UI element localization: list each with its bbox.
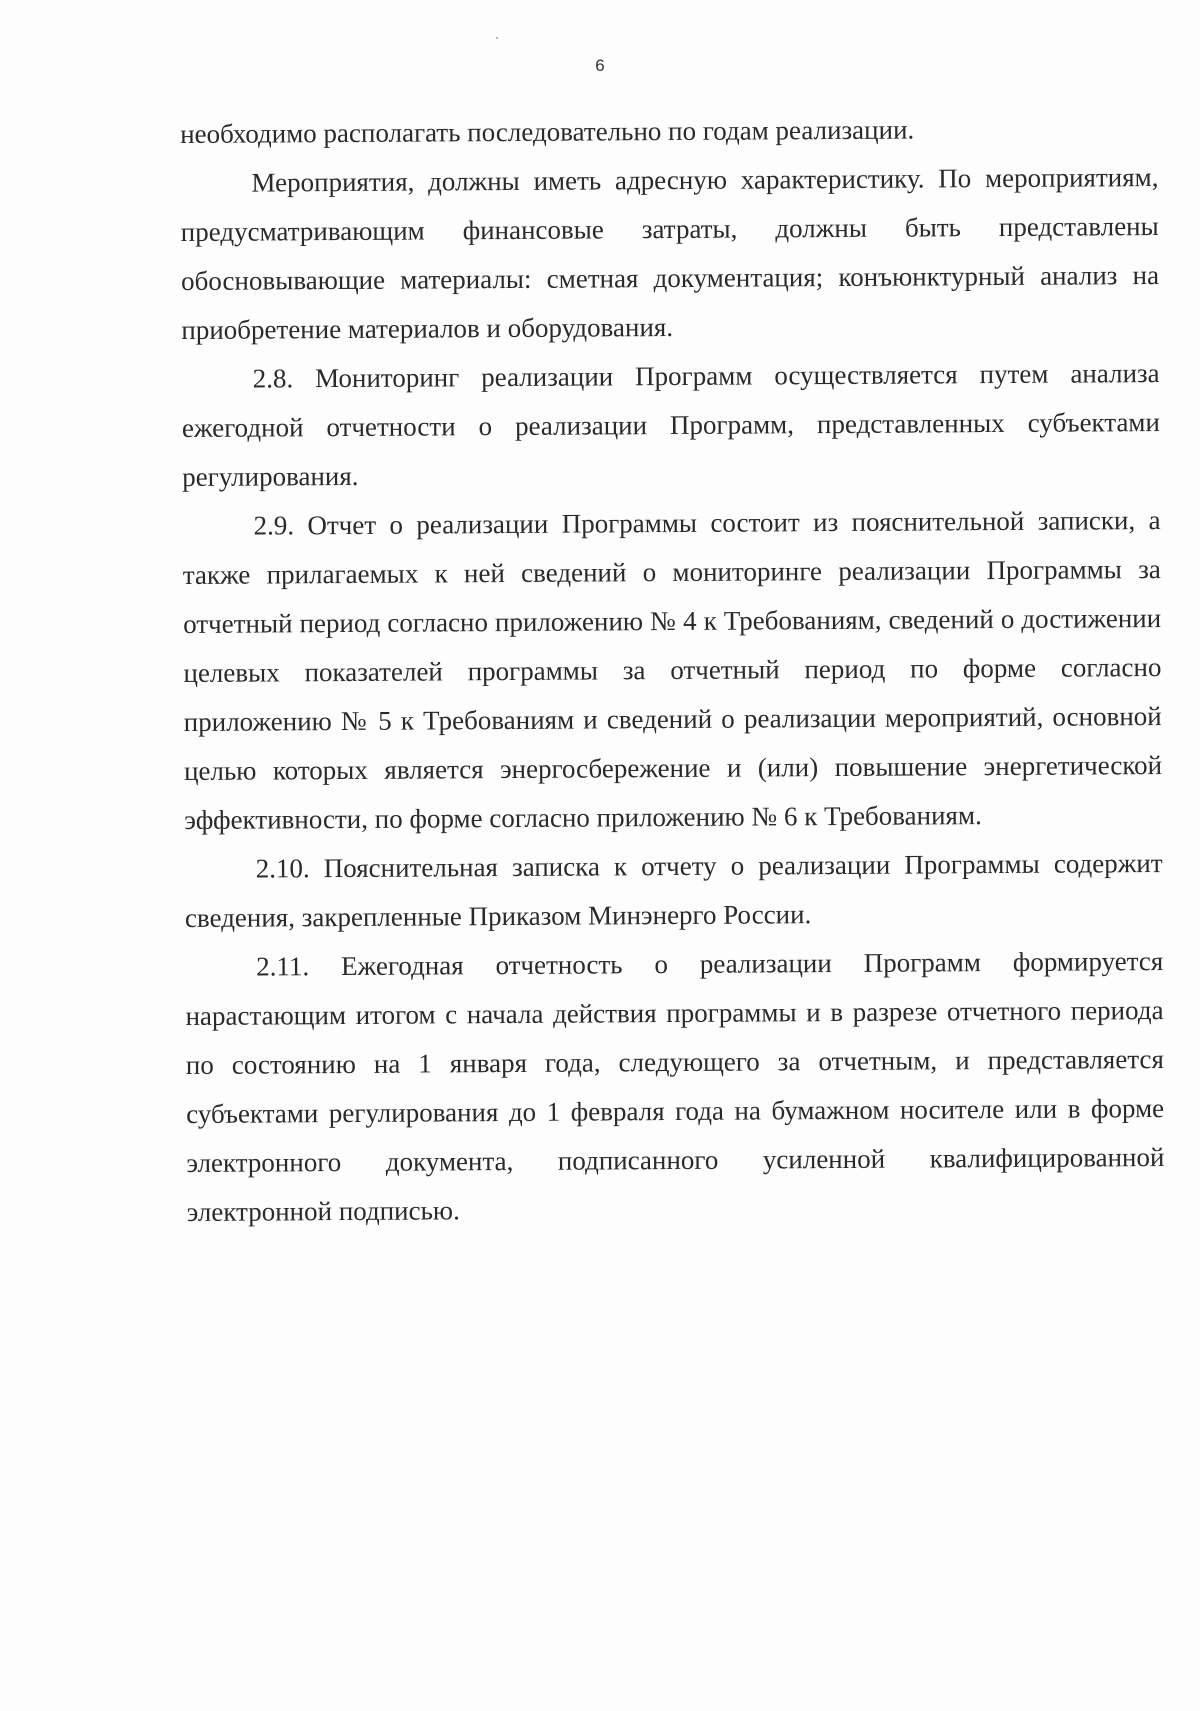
paragraph-2-9: 2.9. Отчет о реализации Программы состоит из пояснительной записки, а также прилагаемых к ней сведений о мониторинге реализации Программы за отчетный период согласно приложению № 4 к Требованиям, сведений о достижении целевых показателей программы за отчетный период по форме согласно приложению № 5 к Требованиям и сведений о реализации мероприятий, основной целью которых является энергосбережение и (или) повышение энергетической эффективности, по форме согласно приложению № 6 к Требованиям. bbox=[182, 505, 1163, 835]
paragraph-2-8: 2.8. Мониторинг реализации Программ осуществляется путем анализа ежегодной отчетности о реализации Программ, представленных субъектами регулирования. bbox=[181, 358, 1161, 492]
paragraph-continuation: необходимо располагать последовательно по годам реализации. bbox=[180, 114, 915, 149]
page-number: 6 bbox=[595, 56, 605, 75]
scan-speck bbox=[496, 37, 498, 39]
paragraph-2-10: 2.10. Пояснительная записка к отчету о реализации Программы содержит сведения, закрепленные Приказом Минэнерго России. bbox=[184, 848, 1163, 933]
paragraph-2-11: 2.11. Ежегодная отчетность о реализации Программ формируется нарастающим итогом с начала действия программы и в разрезе отчетного периода по состоянию на 1 января года, следующего за отчетным, и представляется субъектами регулирования до 1 февраля года на бумажном носителе или в форме электронного документа, подписанного усиленной квалифицированной электронной подписью. bbox=[185, 946, 1165, 1227]
paragraph-activities: Мероприятия, должны иметь адресную характеристику. По мероприятиям, предусматривающим финансовые затраты, должны быть представлены обосновывающие материалы: сметная документация; конъюнктурный анализ на приобретение материалов и оборудования. bbox=[180, 162, 1160, 345]
document-body bbox=[180, 104, 1165, 1237]
